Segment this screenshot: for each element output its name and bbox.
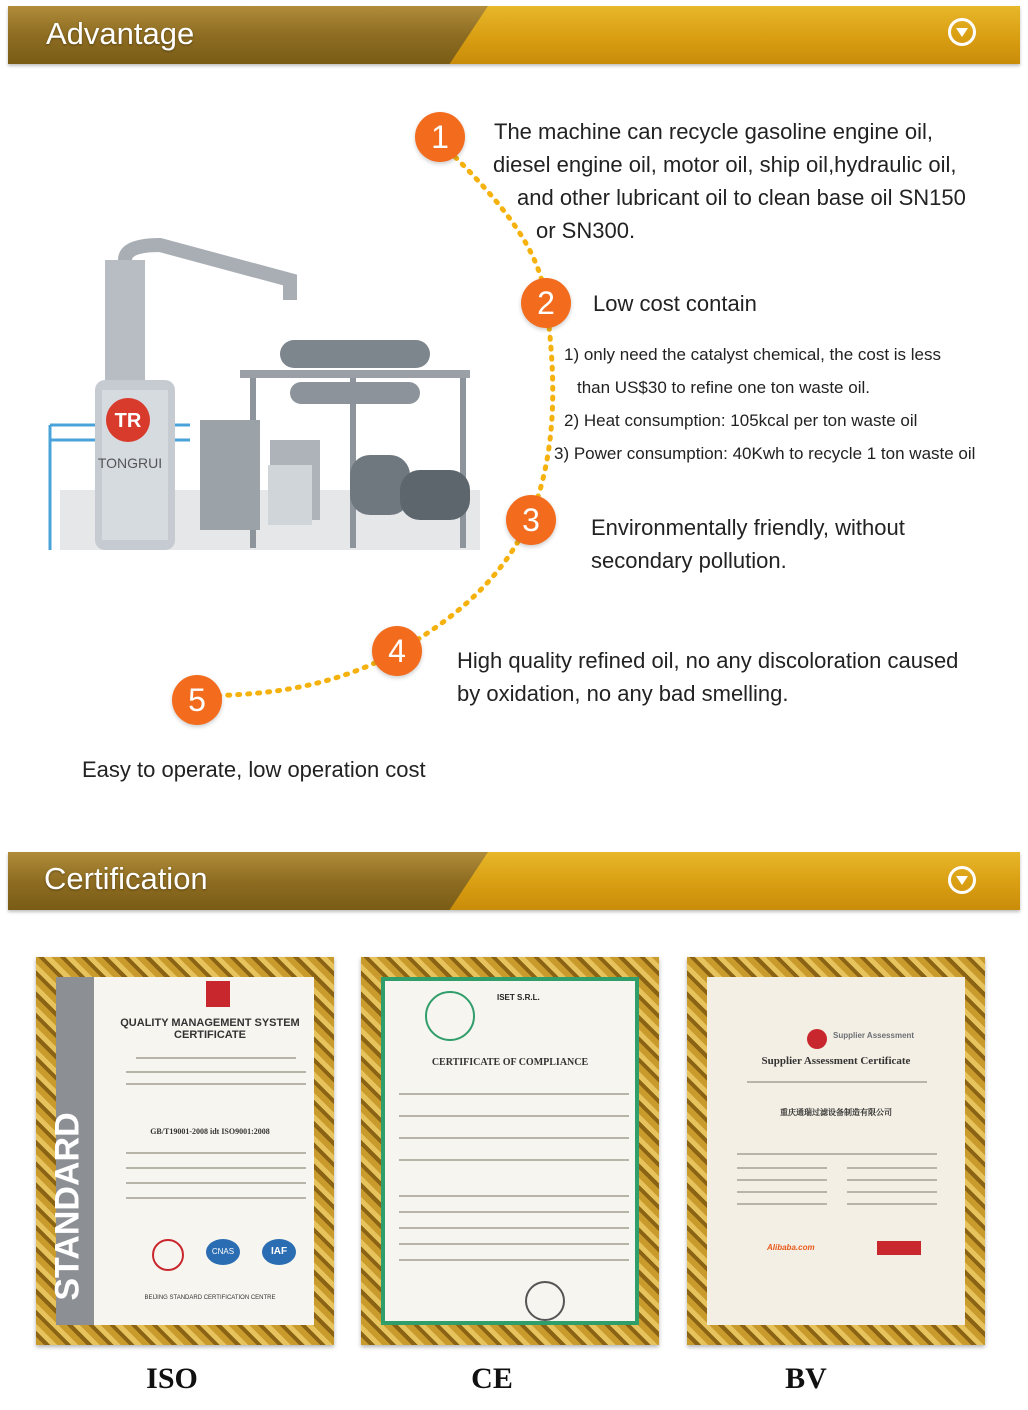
point-2-sub-1: 1) only need the catalyst chemical, the cost is less bbox=[564, 345, 942, 364]
ce-certificate-image[interactable] bbox=[361, 957, 659, 1345]
step-badge-5: 5 bbox=[172, 675, 222, 725]
bv-company-cn: 重庆通瑞过滤设备制造有限公司 bbox=[780, 1108, 892, 1117]
point-2-heading: Low cost contain bbox=[593, 291, 757, 316]
badge-icon bbox=[807, 1029, 827, 1049]
standard-side-text: STANDARD bbox=[48, 1112, 87, 1301]
point-4-line-1: High quality refined oil, no any discoloration caused bbox=[457, 648, 959, 673]
bv-label: BV bbox=[785, 1362, 827, 1395]
cnas-seal: CNAS bbox=[206, 1239, 240, 1265]
oil-recycling-machine-image bbox=[50, 240, 482, 560]
machine-logo-text: TR bbox=[114, 410, 142, 432]
alibaba-logo: Alibaba.com bbox=[767, 1243, 815, 1252]
iso-label: ISO bbox=[146, 1362, 198, 1395]
iso-issuer: BEIJING STANDARD CERTIFICATION CENTRE bbox=[144, 1295, 276, 1301]
iso-certificate-image[interactable] bbox=[36, 957, 334, 1345]
ce-issuer: ISET S.R.L. bbox=[497, 993, 540, 1002]
point-2-sub-2: than US$30 to refine one ton waste oil. bbox=[577, 378, 870, 397]
step-badge-4: 4 bbox=[372, 626, 422, 676]
certification-title: Certification bbox=[44, 861, 208, 896]
step-badge-2: 2 bbox=[521, 278, 571, 328]
iaf-seal: IAF bbox=[262, 1239, 296, 1265]
point-1-line-2: diesel engine oil, motor oil, ship oil,hydraulic oil, bbox=[493, 152, 957, 177]
iso-heading: QUALITY MANAGEMENT SYSTEM CERTIFICATE bbox=[120, 1017, 300, 1041]
point-5-line-1: Easy to operate, low operation cost bbox=[82, 757, 426, 782]
ce-logo bbox=[425, 991, 475, 1041]
iso-standard: GB/T19001-2008 idt ISO9001:2008 bbox=[150, 1127, 270, 1136]
stamp-icon bbox=[525, 1281, 565, 1321]
point-3-line-2: secondary pollution. bbox=[591, 548, 787, 573]
issuer-logo bbox=[206, 981, 230, 1007]
certificate-paper bbox=[381, 977, 639, 1325]
point-1-line-1: The machine can recycle gasoline engine oil, bbox=[494, 119, 934, 144]
certificate-paper bbox=[707, 977, 965, 1325]
step-badge-3: 3 bbox=[506, 495, 556, 545]
certification-banner bbox=[8, 852, 1020, 910]
chevron-down-icon[interactable] bbox=[948, 866, 976, 894]
point-1-line-4: or SN300. bbox=[536, 218, 636, 243]
point-3-line-1: Environmentally friendly, without bbox=[591, 515, 905, 540]
point-2-sub-4: 3) Power consumption: 40Kwh to recycle 1 ton waste oil bbox=[554, 444, 976, 463]
point-2-sub-3: 2) Heat consumption: 105kcal per ton waste oil bbox=[564, 411, 918, 430]
bv-certificate-image[interactable] bbox=[687, 957, 985, 1345]
bv-heading: Supplier Assessment Certificate bbox=[761, 1055, 911, 1067]
step-badge-1: 1 bbox=[415, 112, 465, 162]
point-4-line-2: by oxidation, no any bad smelling. bbox=[457, 681, 789, 706]
seal-icon bbox=[152, 1239, 184, 1271]
brand-label: TONGRUI bbox=[97, 455, 163, 471]
bv-badge: Supplier Assessment bbox=[833, 1031, 915, 1040]
ce-heading: CERTIFICATE OF COMPLIANCE bbox=[431, 1057, 589, 1068]
ce-label: CE bbox=[471, 1362, 513, 1395]
point-1-line-3: and other lubricant oil to clean base oil SN150 bbox=[517, 185, 966, 210]
certificate-paper bbox=[48, 977, 314, 1325]
advantage-title: Advantage bbox=[46, 16, 195, 51]
assessor-logo bbox=[877, 1241, 921, 1255]
